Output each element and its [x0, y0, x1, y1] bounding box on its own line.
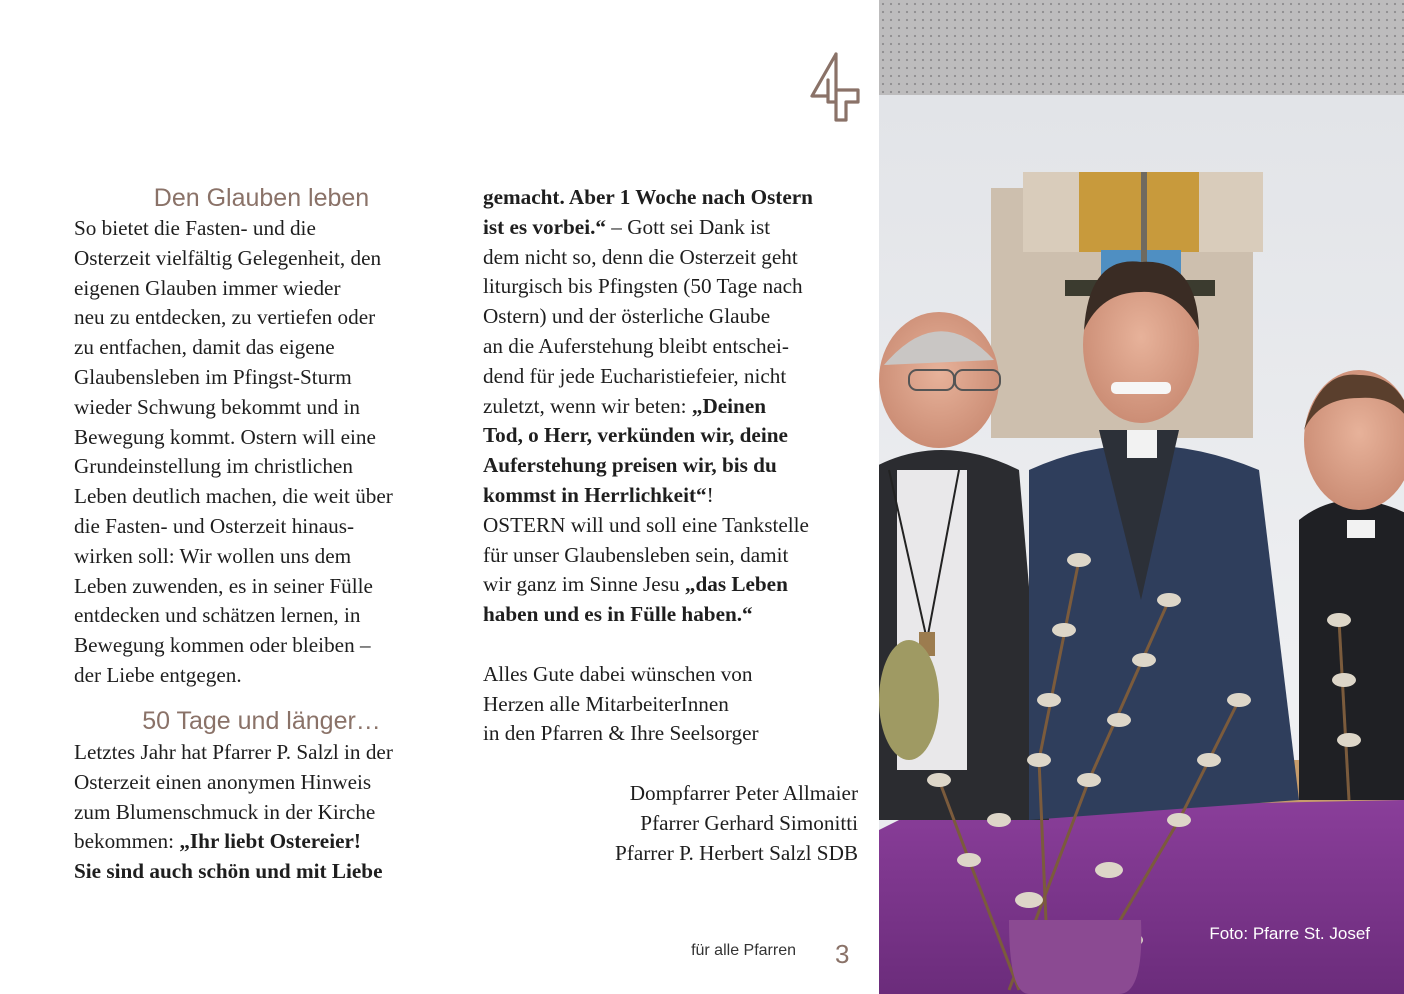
text-line: Bewegung kommt. Ostern will eine: [74, 424, 376, 449]
three-priests-with-palm-catkins-photo: [879, 0, 1404, 994]
section1-paragraph: [74, 214, 454, 691]
text-line: Leben deutlich machen, die weit über: [74, 484, 393, 509]
text-line: Osterzeit einen anonymen Hinweis: [74, 769, 372, 794]
text-span: – Gott sei Dank ist: [606, 214, 771, 239]
text-line: wirken soll: Wir wollen uns dem: [74, 543, 352, 568]
photo-credit: Foto: Pfarre St. Josef: [1209, 924, 1370, 943]
bold-quote: „Ihr liebt Ostereier!: [179, 829, 361, 854]
photo-illustration: [879, 0, 1404, 994]
text-line: [483, 392, 863, 422]
section-heading-glauben: Den Glauben leben: [153, 184, 370, 212]
bold-quote: „Deinen: [691, 393, 767, 418]
text-line: neu zu entdecken, zu vertiefen oder: [74, 305, 376, 330]
bold-quote: Auferstehung preisen wir, bis du: [483, 453, 777, 478]
bold-quote: Sie sind auch schön und mit Liebe: [74, 859, 383, 884]
text-line: Bewegung kommen oder bleiben –: [74, 633, 371, 658]
column-2-text: [483, 183, 863, 749]
greeting-line: Alles Gute dabei wünschen von: [483, 661, 753, 686]
signatures-block: [483, 779, 858, 868]
text-span: wir ganz im Sinne Jesu: [483, 572, 685, 597]
text-line: liturgisch bis Pfingsten (50 Tage nach: [483, 274, 803, 299]
text-line: Ostern) und der österliche Glaube: [483, 304, 771, 329]
signature-line: Pfarrer P. Herbert Salzl SDB: [614, 840, 858, 865]
text-line: Letztes Jahr hat Pfarrer P. Salzl in der: [74, 740, 393, 764]
bold-quote: Tod, o Herr, verkünden wir, deine: [483, 423, 788, 448]
text-line: dend für jede Eucharistiefeier, nicht: [483, 363, 787, 388]
text-line: eigenen Glauben immer wieder: [74, 275, 341, 300]
text-line: OSTERN will und soll eine Tankstelle: [483, 512, 809, 537]
column-1-text: [74, 214, 454, 691]
greeting-line: in den Pfarren & Ihre Seelsorger: [483, 721, 759, 746]
spacer: [483, 630, 863, 660]
text-line: [483, 421, 863, 451]
signature-line: Dompfarrer Peter Allmaier: [629, 781, 858, 805]
text-line: entdecken und schätzen lernen, in: [74, 603, 361, 628]
bold-quote: kommst in Herrlichkeit“: [483, 482, 707, 507]
text-line: wieder Schwung bekommt und in: [74, 394, 360, 419]
greeting-line: Herzen alle MitarbeiterInnen: [483, 691, 729, 716]
bold-quote: haben und es in Fülle haben.“: [483, 602, 753, 627]
text-span: !: [706, 482, 714, 507]
page-number: 3: [835, 939, 850, 969]
stylized-4-cross-logo-icon: [806, 50, 864, 126]
text-line: [483, 600, 863, 630]
text-line: So bietet die Fasten- und die: [74, 216, 316, 240]
text-line: [483, 481, 863, 511]
section-heading-50-tage: 50 Tage und länger…: [142, 707, 381, 735]
text-line: [483, 570, 863, 600]
text-line: zu entfachen, damit das eigene: [74, 335, 335, 360]
text-line: die Fasten- und Osterzeit hinaus-: [74, 513, 355, 538]
text-line: Grundeinstellung im christlichen: [74, 454, 353, 479]
text-line: [483, 213, 863, 243]
bold-quote: ist es vorbei.“: [483, 214, 606, 239]
text-line: an die Auferstehung bleibt entschei-: [483, 333, 789, 358]
section2-paragraph: [74, 738, 454, 887]
text-line: Leben zuwenden, es in seiner Fülle: [74, 573, 373, 598]
text-line: [74, 857, 454, 887]
text-line: Glaubensleben im Pfingst-Sturm: [74, 364, 352, 389]
footer-label: für alle Pfarren: [691, 942, 796, 959]
text-line: [483, 451, 863, 481]
text-line: [74, 827, 454, 857]
text-line: Osterzeit vielfältig Gelegenheit, den: [74, 245, 382, 270]
text-span: zuletzt, wenn wir beten:: [483, 393, 692, 418]
bold-quote: „das Leben: [684, 572, 788, 597]
text-line: zum Blumenschmuck in der Kirche: [74, 799, 376, 824]
text-line: [483, 183, 863, 213]
text-line: für unser Glaubensleben sein, damit: [483, 542, 789, 567]
signature-line: Pfarrer Gerhard Simonitti: [640, 810, 858, 835]
text-span: bekommen:: [74, 829, 180, 854]
text-line: dem nicht so, denn die Osterzeit geht: [483, 244, 798, 269]
text-line: der Liebe entgegen.: [74, 662, 242, 687]
bold-quote: gemacht. Aber 1 Woche nach Ostern: [483, 185, 813, 209]
